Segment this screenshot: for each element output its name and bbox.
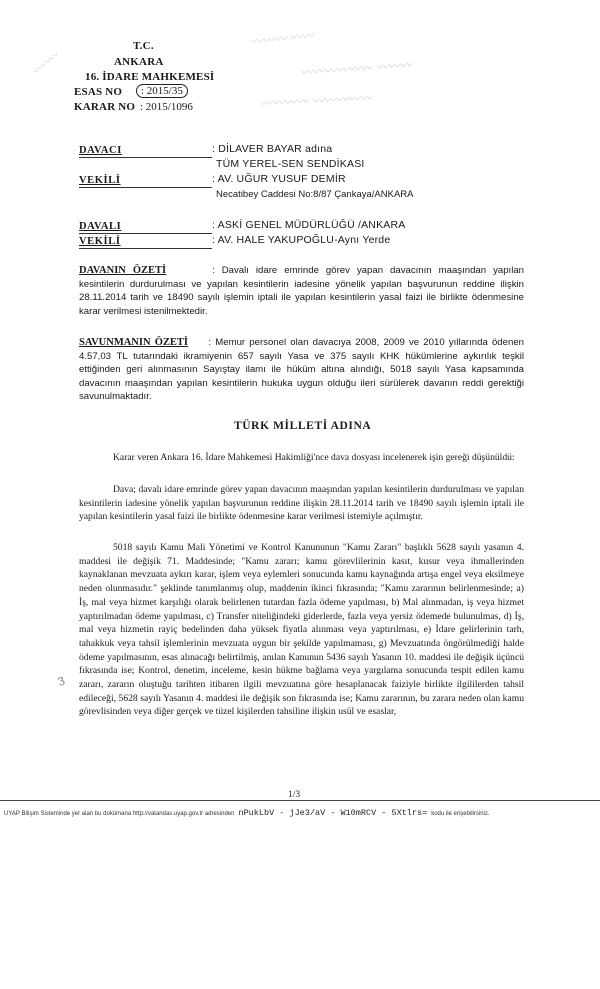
- davaci-organization: TÜM YEREL-SEN SENDİKASI: [216, 158, 365, 170]
- vekili-label: VEKİLİ: [79, 175, 121, 186]
- footer-text: UYAP Bilişim Sisteminde yer alan bu dokümana http://vatandas.uyap.gov.tr adresinden: [4, 811, 235, 817]
- page-number: 1/3: [288, 790, 301, 800]
- body-paragraph-1: Karar veren Ankara 16. İdare Mahkemesi Hakimliği'nce dava dosyası incelenerek işin gereği düşünüldü:: [113, 452, 515, 463]
- davali-vekili-label: VEKİLİ: [79, 236, 121, 247]
- footer-access-code: nPukLbV - jJe3/aV - W10mRCV - 5Xtlrs=: [238, 808, 428, 818]
- vekili-underline: [79, 187, 212, 188]
- esas-label: ESAS NO: [74, 86, 123, 98]
- body-paragraph-3: 5018 sayılı Kamu Mali Yönetimi ve Kontrol Kanununun "Kamu Zararı" başlıklı 5628 sayılı yasanın 4. maddesi ile değişik 71. Maddesinde; "Kamu zararı; kamu görevlilerinin kasıt, kusur veya ihmallerinden kaynaklanan mevzuata aykırı karar, işlem veya eylemleri sonucunda kamu kaynağında artışa engel veya eksilmeye neden olunmasıdır." şeklinde tanımlanmış olup, maddenin ikinci fıkrasında; "Kamu zararının belirlenmesinde; a) İş, mal veya hizmet karşılığı olarak belirlenen tutardan fazla ödeme yapılması, b) Mal alınmadan, iş veya hizmet yaptırılmadan ödeme yapılması, c) Transfer niteliğindeki giderlerde, fazla veya yersiz ödemede bulunulmas, d) İş, mal veya hizmetin rayiç bedelinden daha yüksek fiyatla alınması veya yaptırılması, e) İdare gelirlerinin tarh, tahakkuk veya tahsil işlemlerinin mevzuata uygun bir şekilde yapılmaması, g) Mevzuatında öngörülmediği halde ödeme yapılmasının, esas alınacağı belirtilmiş, anılan Kanunun 5436 sayılı Yasanın 10. maddesi ile değişik üçüncü fıkrasında ise; Kontrol, denetim, inceleme, kesin hükme bağlama veya yargılama sonucunda tespit edilen kamu zararı, zararın oluştuğu tarihten itibaren ilgili mevzuatına göre hesaplanacak faiziyle birlikte ilgililerden tahsil edileceği, 5628 sayılı Yasanın 4. maddesi ile değişik son fıkrasında ise; Kamu zararının, bu zarara neden olan kamu görevlisinden veya diğer gerçek ve tüzel kişilerden tahsiline ilişkin usül ve esaslar,: [79, 542, 524, 718]
- vekili-address: Necatibey Caddesi No:8/87 Çankaya/ANKARA: [216, 189, 414, 200]
- header-city: ANKARA: [114, 56, 164, 68]
- header-tc: T.C.: [133, 40, 154, 52]
- davaci-value: : DİLAVER BAYAR adına: [212, 143, 333, 155]
- footer: [4, 802, 490, 820]
- header-court: 16. İDARE MAHKEMESİ: [85, 71, 215, 83]
- turk-milleti-adina-heading: TÜRK MİLLETİ ADINA: [234, 420, 372, 432]
- davanin-ozeti-label: DAVANIN ÖZETİ: [79, 265, 167, 276]
- footer-divider: [0, 800, 600, 801]
- karar-value: : 2015/1096: [140, 101, 193, 113]
- esas-value: [136, 85, 188, 97]
- faint-handwriting: 〰〰〰: [31, 50, 62, 78]
- savunmanin-ozeti-text: : Memur personel olan davacıya 2008, 2009 ve 2010 yıllarında ödenen 4.57,03 TL tutarındaki ikramiyenin 657 sayılı Yasa ve 375 sayılı KHK hükümlerine aykırılık teşkil ettiğinden geri alınmasının Sayıştay ilamı ile hüküm altına alındığı, 5018 sayılı Yasa kapsamında davacının maaşından yapılan kesintilerin hukuka uygun olduğu ileri sürülerek davanın reddi gerektiği savunulmaktadır.: [79, 337, 524, 403]
- vekili-value: : AV. UĞUR YUSUF DEMİR: [212, 173, 346, 185]
- davali-vekili-underline: [79, 248, 212, 249]
- margin-mark: 3: [55, 674, 68, 689]
- davaci-underline: [79, 157, 212, 158]
- davali-label: DAVALI: [79, 221, 122, 232]
- savunmanin-ozeti-paragraph: [79, 336, 524, 404]
- savunmanin-ozeti-label: SAVUNMANIN ÖZETİ: [79, 337, 188, 348]
- esas-number: : 2015/35: [136, 84, 188, 98]
- davanin-ozeti-text: : Davalı idare emrinde görev yapan davacının maaşından yapılan kesintilerin durdurulması ve yapılan kesintilerin iadesine yönelik yapılan başvurunun reddine ilişkin 28.11.2014 tarih ve 18490 sayılı işlemin iptali ile yapılan kesintilerin yasal faizi ile birlikte ödenmesine karar verilmesi istenilmektedir.: [79, 265, 525, 317]
- davaci-label: DAVACI: [79, 145, 122, 156]
- davali-value: : ASKİ GENEL MÜDÜRLÜĞÜ /ANKARA: [212, 219, 406, 231]
- faint-handwriting: 〰〰〰 〰〰: [249, 28, 315, 50]
- faint-handwriting: 〰〰〰〰 〰〰〰〰〰: [259, 91, 373, 111]
- karar-label: KARAR NO: [74, 101, 136, 113]
- body-paragraph-2: Dava; davalı idare emrinde görev yapan davacının maaşından yapılan kesintilerin durdurulması ve yapılan kesintilerin iadesine yönelik yapılan başvurunun reddine ilişkin 28.11.2014 tarih ve 18490 sayılı işlemin iptali ile yapılan kesintilerin yasal faizi ile birlikte ödenmesine karar verilmesi istemiyle açılmıştır.: [79, 484, 524, 523]
- davanin-ozeti-paragraph: [79, 264, 524, 318]
- davali-vekili-value: : AV. HALE YAKUPOĞLU-Aynı Yerde: [212, 234, 391, 246]
- footer-suffix: kodu ile erişebilirsiniz.: [431, 811, 490, 817]
- faint-handwriting: 〰〰〰〰〰〰 〰〰〰: [299, 58, 413, 80]
- davali-underline: [79, 233, 212, 234]
